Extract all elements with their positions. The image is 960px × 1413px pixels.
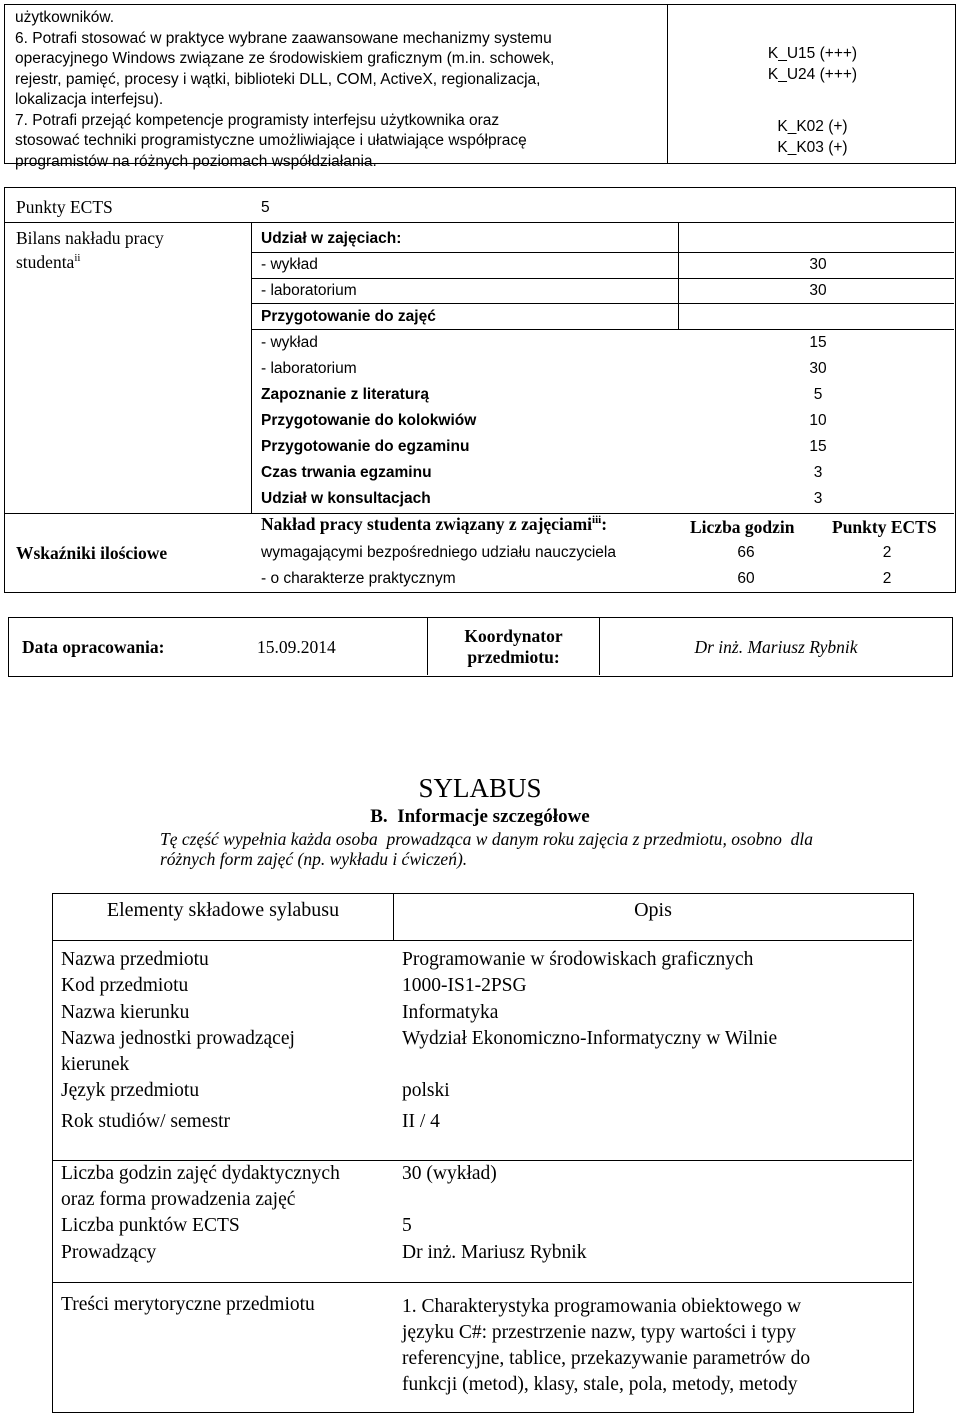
row-divider [251, 278, 954, 279]
row-label: Treści merytoryczne przedmiotu [61, 1294, 315, 1315]
workload-row-value: 5 [813, 386, 823, 403]
row-label: Nazwa jednostki prowadzącej [61, 1028, 295, 1049]
row-label-line2: kierunek [61, 1054, 130, 1075]
row-value: Informatyka [402, 1002, 499, 1023]
ects-column-header: Punkty ECTS [832, 517, 937, 537]
col-header-elements: Elementy składowe sylabusu [106, 899, 340, 921]
outcome-line: użytkowników. [15, 9, 115, 26]
outcome-code: K_U24 (+++) [767, 65, 858, 83]
wskazniki-label: Wskaźniki ilościowe [16, 543, 168, 563]
bilans-label-line: Bilans nakładu pracy [16, 228, 164, 248]
row-divider [53, 1282, 912, 1283]
section-heading: B. Informacje szczegółowe [370, 806, 590, 827]
row-label: Prowadzący [61, 1242, 157, 1263]
row-value: 30 (wykład) [402, 1163, 497, 1184]
row-label: Kod przedmiotu [61, 975, 189, 996]
learning-outcomes-table [4, 4, 956, 170]
row-value: polski [402, 1080, 450, 1101]
col-header-description: Opis [634, 899, 672, 921]
coordinator-label-line: Koordynator [464, 626, 563, 646]
workload-row-value: 3 [813, 490, 823, 507]
row-value: Programowanie w środowiskach graficznych [402, 949, 754, 970]
hours-column-header: Liczba godzin [690, 517, 795, 537]
content-line: 1. Charakterystyka programowania obiektowego w [402, 1296, 802, 1317]
outcome-line: stosować techniki programistyczne umożliwiające i ułatwiające współpracę [15, 132, 527, 149]
ects-value: 5 [261, 199, 270, 216]
row-divider [251, 329, 954, 330]
workload-row-value: 15 [809, 438, 827, 455]
outcomes-text [15, 8, 660, 172]
outcome-line: lokalizacja interfejsu). [15, 91, 164, 108]
date-value: 15.09.2014 [257, 637, 336, 657]
coordinator-label-line: przedmiotu: [467, 647, 560, 667]
outcome-code: K_K02 (+) [777, 118, 848, 135]
workload-row-value: 10 [809, 412, 827, 429]
indicator-hours: 60 [737, 570, 755, 587]
row-divider [251, 252, 954, 253]
workload-row-value: 15 [809, 334, 827, 351]
row-value: Wydział Ekonomiczno-Informatyczny w Wilnie [402, 1028, 778, 1049]
bilans-label-line2: studenta$^{ii}$ [16, 251, 81, 272]
workload-row-value: 30 [809, 360, 827, 377]
content-line: referencyjne, tablice, przekazywanie parametrów do [402, 1348, 811, 1369]
workload-row-label: - wykład [261, 256, 318, 273]
indicator-hours: 66 [737, 544, 755, 561]
syllabus-table [52, 893, 914, 1413]
workload-row-value: 30 [809, 282, 827, 299]
workload-row-label: Udział w konsultacjach [261, 490, 431, 507]
outcome-codes-group-2 [668, 117, 957, 158]
section-note: różnych form zajęć (np. wykładu i ćwiczeń). [160, 849, 468, 869]
outcome-codes-group-1 [668, 44, 957, 85]
content-line: języku C#: przestrzenie nazw, typy wartości i typy [402, 1322, 797, 1343]
indicator-ects: 2 [882, 570, 892, 587]
workload-row-label: - laboratorium [261, 282, 357, 299]
workload-row-label: Zapoznanie z literaturą [261, 386, 429, 403]
bilans-label [16, 228, 164, 272]
row-value: 1000-IS1-2PSG [402, 975, 527, 996]
row-value: 5 [402, 1215, 412, 1236]
ects-table [4, 187, 956, 593]
outcome-code: K_K03 (+) [777, 138, 848, 156]
col-divider [251, 222, 252, 513]
coordinator-value: Dr inż. Mariusz Rybnik [694, 637, 858, 657]
workload-row-label: Przygotowanie do kolokwiów [261, 412, 477, 429]
outcome-line: 6. Potrafi stosować w praktyce wybrane zaawansowane mechanizmy systemu [15, 29, 552, 47]
workload-row-value: 30 [809, 256, 827, 273]
row-label: Język przedmiotu [61, 1080, 200, 1101]
indicator-ects: 2 [882, 544, 892, 561]
outcome-line: rejestr, pamięć, procesy i wątki, biblioteki DLL, COM, ActiveX, regionalizacja, [15, 70, 541, 88]
date-coordinator-table [8, 617, 953, 677]
row-value: Dr inż. Mariusz Rybnik [402, 1242, 587, 1263]
row-divider [53, 940, 912, 941]
outcome-line: 7. Potrafi przejąć kompetencje programisty interfejsu użytkownika oraz [15, 111, 500, 129]
row-label: Nazwa kierunku [61, 1002, 190, 1023]
workload-row-label: Czas trwania egzaminu [261, 464, 432, 481]
row-value-multiline [402, 1294, 810, 1398]
syllabus-title: SYLABUS [418, 773, 542, 803]
udzial-header: Udział w zajęciach: [261, 230, 402, 247]
row-divider [251, 303, 954, 304]
workload-row-label: - wykład [261, 334, 318, 351]
row-label: Liczba godzin zajęć dydaktycznych [61, 1163, 340, 1184]
row-divider [5, 222, 954, 223]
indicator-label: wymagającymi bezpośredniego udziału nauczyciela [261, 544, 616, 561]
col-divider [678, 222, 679, 329]
ects-label: Punkty ECTS [16, 197, 113, 217]
section-note: Tę część wypełnia każda osoba prowadząca w danym roku zajęcia z przedmiotu, osobno dla [160, 829, 813, 849]
naklad-header: Nakład pracy studenta związany z zajęciami$^{iii}$: [261, 514, 608, 534]
workload-row-value: 3 [813, 464, 823, 481]
row-divider [53, 1160, 912, 1161]
row-label: Nazwa przedmiotu [61, 949, 209, 970]
date-label: Data opracowania: [22, 637, 165, 657]
outcome-line: operacyjnego Windows związane ze środowiskiem graficznym (m.in. schowek, [15, 50, 555, 67]
row-label-line2: oraz forma prowadzenia zajęć [61, 1189, 296, 1210]
indicator-label: - o charakterze praktycznym [261, 570, 456, 587]
workload-row-label: - laboratorium [261, 360, 357, 377]
workload-row-label: Przygotowanie do zajęć [261, 308, 436, 325]
coordinator-label [428, 626, 599, 668]
row-label: Liczba punktów ECTS [61, 1215, 240, 1236]
row-label: Rok studiów/ semestr [61, 1111, 230, 1132]
outcome-code: K_U15 (+++) [767, 45, 858, 62]
row-value: II / 4 [402, 1111, 440, 1132]
outcome-line: programistów na różnych poziomach współdziałania. [15, 152, 377, 170]
content-line: funkcji (metod), klasy, stale, pola, metody, metody [402, 1374, 798, 1395]
workload-row-label: Przygotowanie do egzaminu [261, 438, 470, 455]
